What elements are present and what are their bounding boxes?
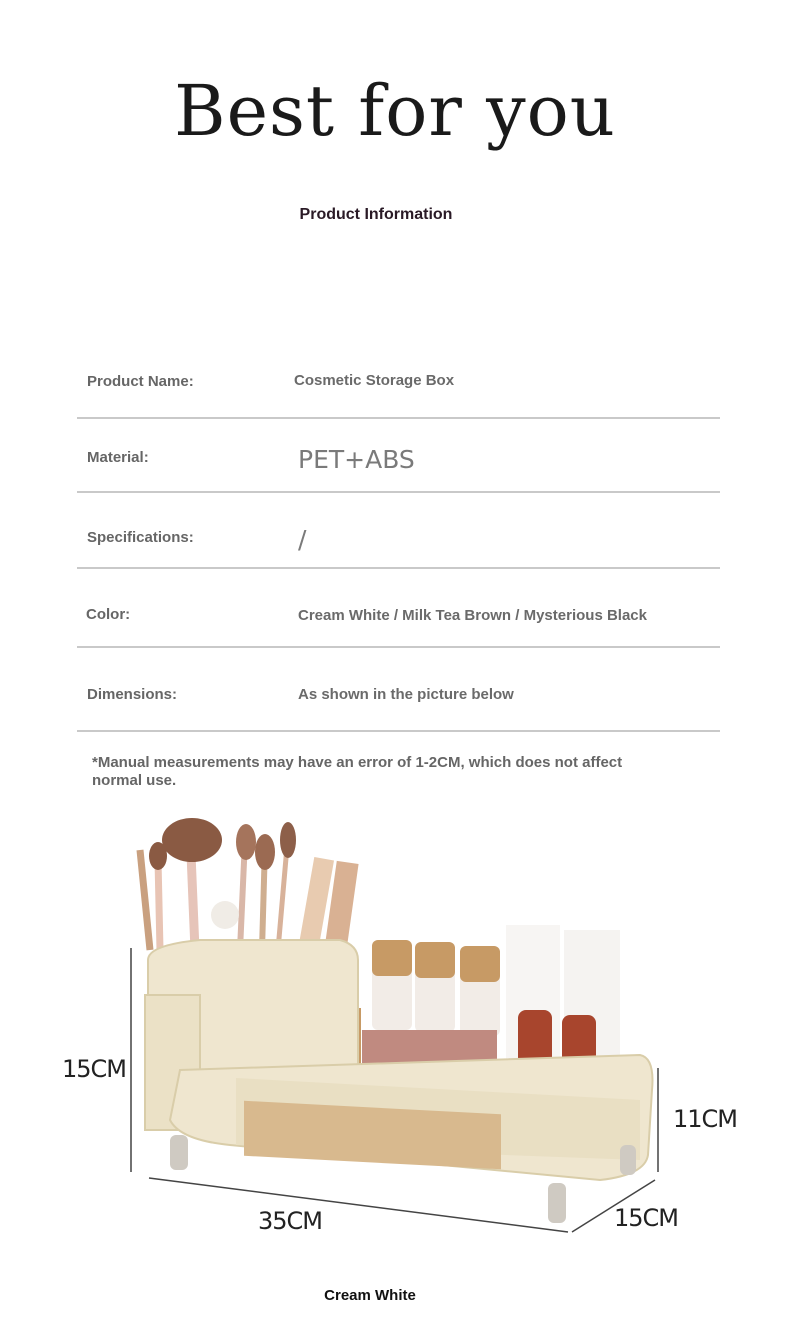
spec-table bbox=[77, 345, 720, 732]
measurement-note: *Manual measurements may have an error of 1-2CM, which does not affect normal use. bbox=[92, 754, 623, 789]
makeup-brushes bbox=[140, 818, 359, 958]
spec-label: Color: bbox=[86, 606, 131, 623]
spec-label: Specifications: bbox=[87, 529, 194, 546]
dimension-height-label: 15CM bbox=[62, 1055, 127, 1083]
section-title: Product Information bbox=[299, 206, 453, 223]
hero-title: Best for you bbox=[174, 70, 616, 152]
spec-value: Cosmetic Storage Box bbox=[294, 372, 455, 389]
spec-value: / bbox=[298, 525, 307, 554]
spec-value: As shown in the picture below bbox=[298, 686, 514, 703]
spec-row-color bbox=[77, 569, 720, 648]
spec-label: Product Name: bbox=[87, 373, 194, 390]
spec-row-specifications bbox=[77, 493, 720, 569]
color-caption: Cream White bbox=[324, 1287, 416, 1304]
product-image bbox=[0, 800, 790, 1270]
dimension-length-label: 35CM bbox=[258, 1207, 323, 1235]
dimension-front-height-label: 11CM bbox=[673, 1105, 738, 1133]
spec-label: Material: bbox=[87, 449, 149, 466]
spec-row-material bbox=[77, 419, 720, 493]
product-illustration bbox=[0, 800, 790, 1270]
spec-row-dimensions bbox=[77, 648, 720, 732]
spec-label: Dimensions: bbox=[87, 686, 178, 703]
spec-row-product-name bbox=[77, 345, 720, 419]
dimension-depth-label: 15CM bbox=[614, 1204, 679, 1232]
spec-value: PET+ABS bbox=[298, 445, 415, 474]
spec-value: Cream White / Milk Tea Brown / Mysterious Black bbox=[298, 607, 647, 624]
